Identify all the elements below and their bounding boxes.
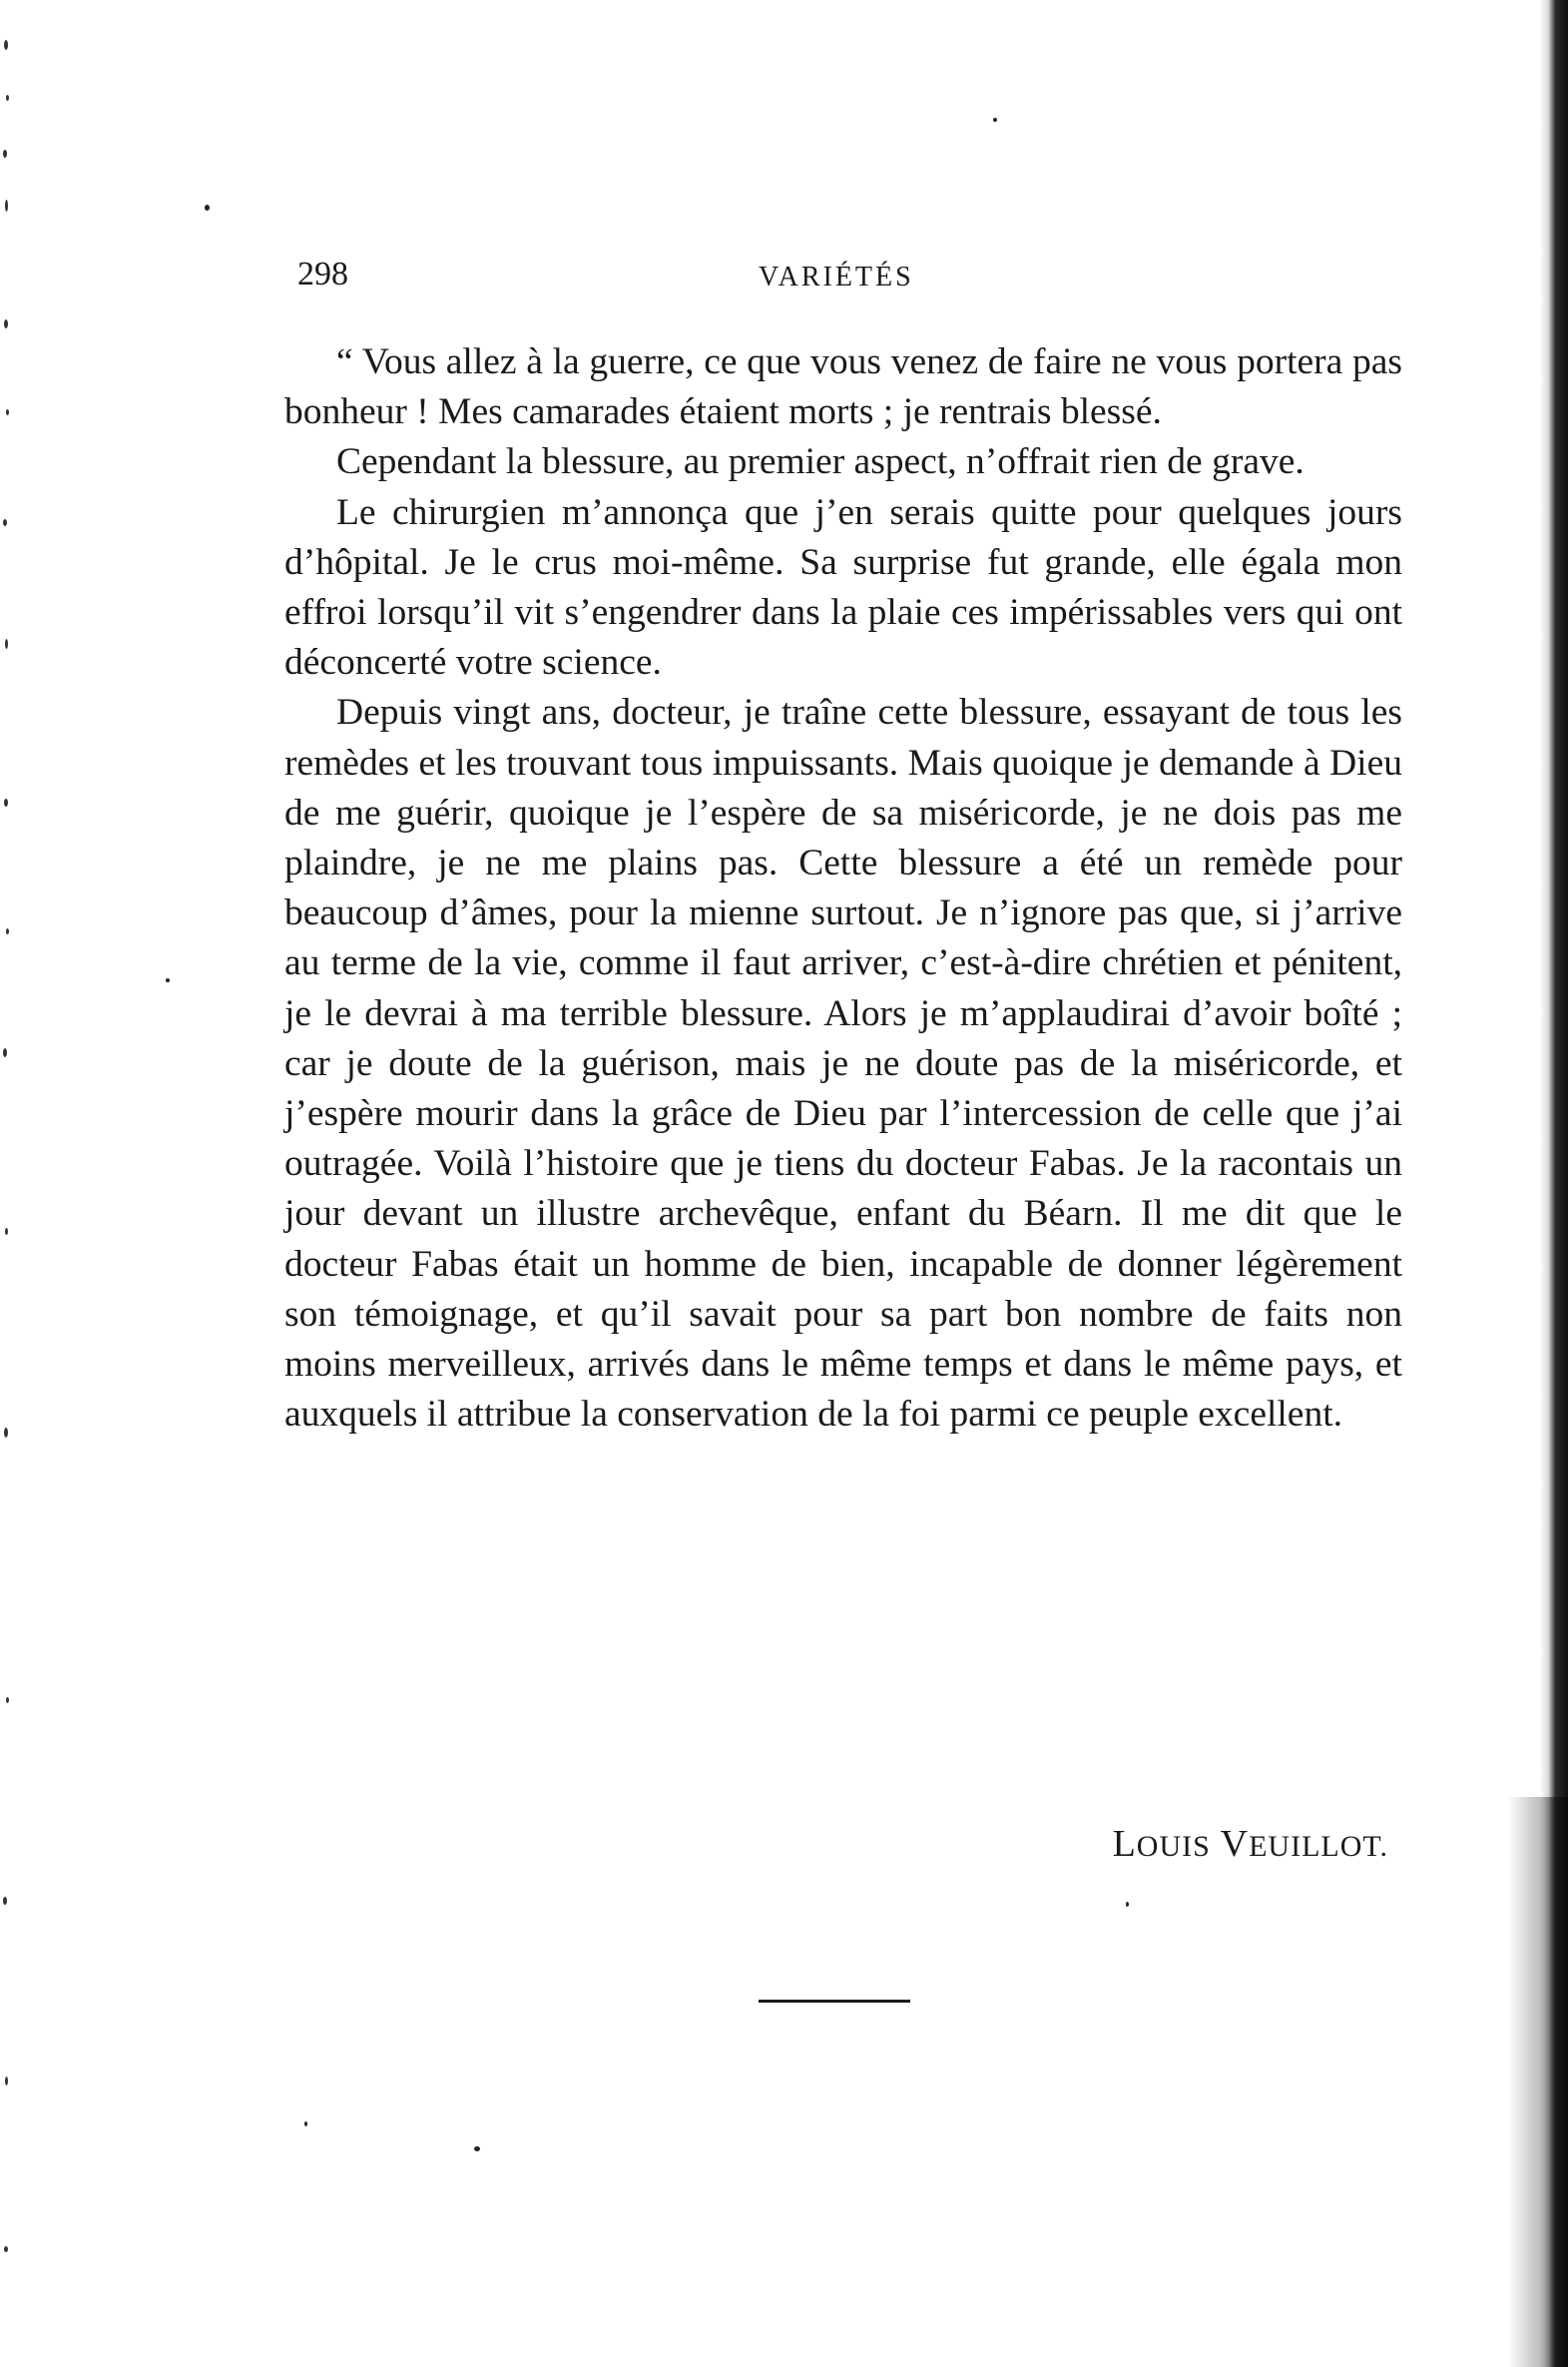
speck <box>993 118 997 122</box>
signature-first-initial: L <box>1112 1823 1137 1865</box>
speck <box>304 2121 307 2126</box>
speck <box>474 2146 480 2151</box>
running-head: VARIÉTÉS <box>759 262 914 293</box>
paragraph: “ Vous allez à la guerre, ce que vous venez de faire ne vous portera pas bonheur ! Mes camarades étaient morts ; je rentrais blessé. <box>284 341 1402 433</box>
page-edge-shadow <box>1508 1797 1568 2367</box>
paragraph: Le chirurgien m’annonça que j’en serais quitte pour quelques jours d’hôpital. Je le crus moi-même. Sa surprise fut grande, elle égala mon effroi lorsqu’il vit s’engendrer dans la plaie ces impérissables vers qui ont déconcerté votre science. <box>284 491 1402 684</box>
paragraph: Cependant la blessure, au premier aspect, n’offrait rien de grave. <box>336 441 1305 483</box>
body-text <box>284 337 1402 1440</box>
speck <box>205 205 210 211</box>
signature-last-initial: V <box>1220 1823 1250 1865</box>
signature-first-rest: OUIS <box>1136 1830 1211 1863</box>
page-header <box>289 250 1397 299</box>
author-signature <box>1113 1822 1388 1866</box>
paragraph: Depuis vingt ans, docteur, je traîne cette blessure, essayant de tous les remèdes et les trouvant tous impuissants. Mais quoique je demande à Dieu de me guérir, quoique je l’espère de sa miséricorde, je ne dois pas me plaindre, je ne me plains pas. Cette blessure a été un remède pour beaucoup d’âmes, pour la mienne surtout. Je n’ignore pas que, si j’arrive au terme de la vie, comme il faut arriver, c’est-à-dire chrétien et pénitent, je le devrai à ma terrible blessure. Alors je m’applaudirai d’avoir boîté ; car je doute de la guérison, mais je ne doute pas de la miséricorde, et j’espère mourir dans la grâce de Dieu par l’intercession de celle que j’ai outragée. Voilà l’histoire que je tiens du docteur Fabas. Je la racontais un jour devant un illustre archevêque, enfant du Béarn. Il me dit que le docteur Fabas était un homme de bien, incapable de donner légèrement son témoignage, et qu’il savait pour sa part bon nombre de faits non moins merveilleux, arrivés dans le même temps et dans le même pays, et auxquels il attribue la conservation de la foi parmi ce peuple excellent. <box>284 692 1402 1436</box>
speck <box>1126 1902 1129 1907</box>
page-number: 298 <box>297 256 348 293</box>
closing-rule <box>759 2000 910 2003</box>
signature-last-rest: EUILLOT. <box>1249 1830 1388 1863</box>
left-margin-specks <box>0 0 14 2367</box>
speck <box>166 978 170 982</box>
